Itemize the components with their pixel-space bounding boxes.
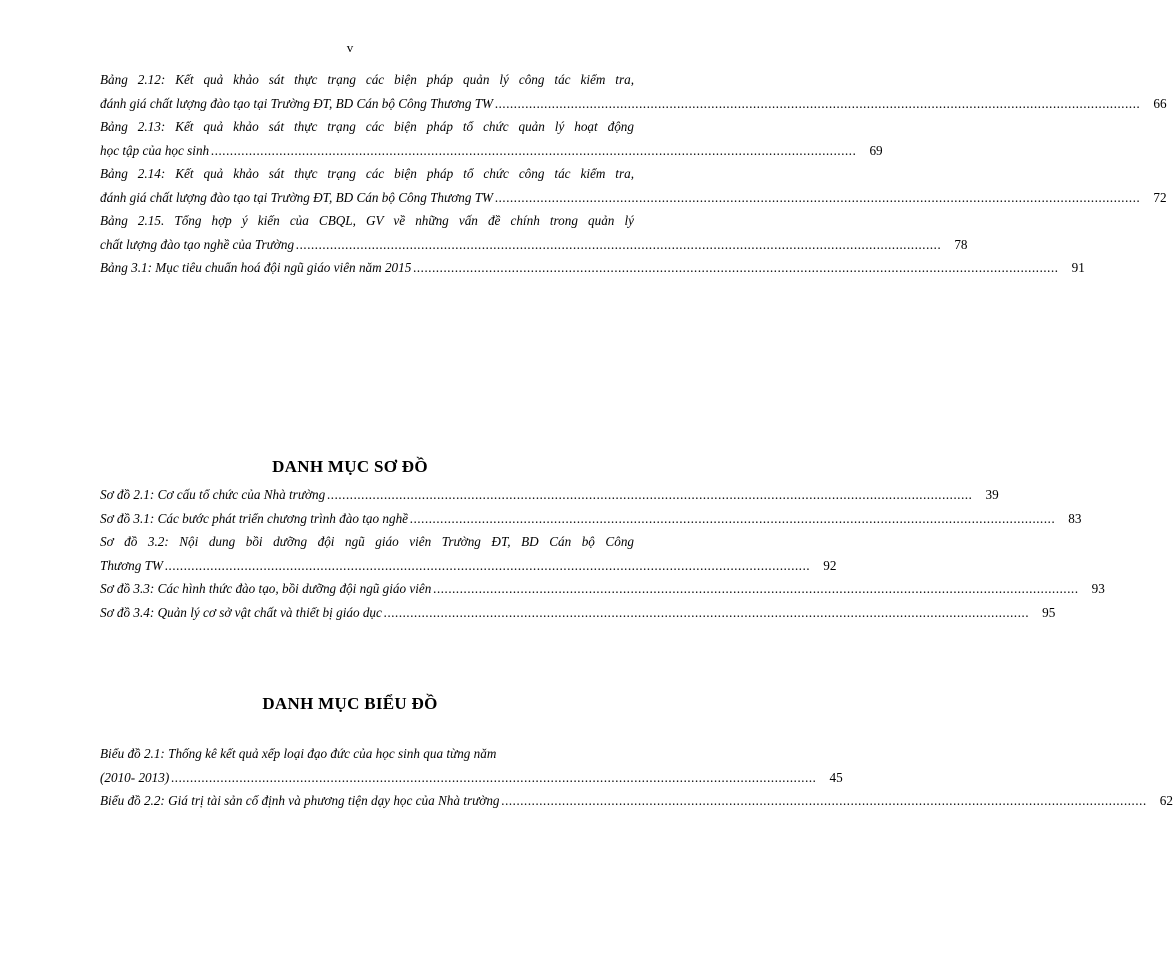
toc-entry[interactable] [100, 115, 883, 162]
dot-leader: .......................................................................................................................................................................... [410, 510, 1056, 526]
entry-title: Sơ đồ 3.3: Các hình thức đào tạo, bồi dưỡng đội ngũ giáo viên [100, 581, 432, 596]
dot-leader: .......................................................................................................................................................................... [495, 189, 1141, 205]
toc-entry[interactable] [100, 601, 1056, 625]
toc-entry[interactable] [100, 530, 837, 577]
toc-entry[interactable] [100, 68, 1167, 115]
toc-entry[interactable] [100, 483, 999, 507]
diagram-list [100, 483, 1105, 624]
diagrams-section-title: DANH MỤC SƠ ĐỒ [272, 457, 428, 476]
entry-page-number: 66 [1153, 95, 1167, 111]
toc-entry[interactable] [100, 789, 1173, 813]
entry-page-number: 39 [985, 487, 999, 502]
toc-entry[interactable] [100, 256, 1085, 280]
entry-title-line2: (2010- 2013) [100, 769, 170, 785]
entry-page-number: 69 [869, 142, 883, 158]
entry-title: Sơ đồ 2.1: Cơ cấu tổ chức của Nhà trường [100, 487, 326, 502]
dot-leader: .......................................................................................................................................................................... [495, 95, 1141, 111]
entry-title-line1: Bảng 2.13: Kết quả khảo sát thực trạng các biện pháp tổ chức quản lý hoạt động [100, 119, 634, 134]
dot-leader: .......................................................................................................................................................................... [327, 487, 973, 502]
toc-entry[interactable] [100, 209, 968, 256]
page-number: v [346, 40, 354, 55]
toc-entry[interactable] [100, 742, 843, 789]
toc-entry[interactable] [100, 577, 1105, 601]
table-list [100, 68, 1167, 280]
dot-leader: .......................................................................................................................................................................... [211, 142, 857, 158]
entry-page-number: 72 [1153, 189, 1167, 205]
dot-leader: .......................................................................................................................................................................... [433, 581, 1079, 596]
entry-page-number: 62 [1159, 793, 1173, 808]
entry-page-number: 83 [1068, 510, 1082, 526]
chart-list [100, 742, 1173, 813]
entry-title-line1: Sơ đồ 3.2: Nội dung bồi dưỡng đội ngũ giáo viên Trường ĐT, BD Cán bộ Công [100, 534, 634, 549]
entry-title-line1: Biểu đồ 2.1: Thống kê kết quả xếp loại đạo đức của học sinh qua từng năm [100, 746, 497, 761]
entry-title-line2: Thương TW [100, 557, 163, 573]
entry-title: Bảng 3.1: Mục tiêu chuẩn hoá đội ngũ giáo viên năm 2015 [100, 260, 412, 275]
entry-title-line2: chất lượng đào tạo nghề của Trường [100, 236, 295, 252]
entry-title: Biểu đồ 2.2: Giá trị tài sản cố định và phương tiện dạy học của Nhà trường [100, 793, 500, 808]
dot-leader: .......................................................................................................................................................................... [171, 769, 817, 785]
dot-leader: .......................................................................................................................................................................... [501, 793, 1147, 808]
dot-leader: .......................................................................................................................................................................... [413, 260, 1059, 275]
entry-title-line2: đánh giá chất lượng đào tạo tại Trường ĐT, BD Cán bộ Công Thương TW [100, 95, 494, 111]
entry-page-number: 78 [954, 236, 968, 252]
entry-title-line2: học tập của học sinh [100, 142, 210, 158]
entry-title-line2: đánh giá chất lượng đào tạo tại Trường ĐT, BD Cán bộ Công Thương TW [100, 189, 494, 205]
entry-page-number: 93 [1091, 581, 1105, 596]
entry-page-number: 92 [823, 557, 837, 573]
toc-entry[interactable] [100, 507, 1082, 531]
entry-title: Sơ đồ 3.1: Các bước phát triển chương trình đào tạo nghề [100, 510, 409, 526]
dot-leader: .......................................................................................................................................................................... [164, 557, 811, 573]
entry-title-line1: Bảng 2.12: Kết quả khảo sát thực trạng các biện pháp quản lý công tác kiểm tra, [100, 72, 634, 87]
entry-page-number: 95 [1042, 604, 1056, 620]
entry-title-line1: Bảng 2.15. Tổng hợp ý kiến của CBQL, GV về những vấn đề chính trong quản lý [100, 213, 634, 228]
entry-page-number: 91 [1071, 260, 1085, 275]
toc-entry[interactable] [100, 162, 1167, 209]
entry-title-line1: Bảng 2.14: Kết quả khảo sát thực trạng các biện pháp tổ chức công tác kiểm tra, [100, 166, 634, 181]
entry-page-number: 45 [829, 769, 843, 785]
charts-section-title: DANH MỤC BIỂU ĐỒ [262, 694, 438, 713]
dot-leader: .......................................................................................................................................................................... [383, 604, 1030, 620]
dot-leader: .......................................................................................................................................................................... [296, 236, 942, 252]
entry-title: Sơ đồ 3.4: Quản lý cơ sở vật chất và thiết bị giáo dục [100, 604, 382, 620]
